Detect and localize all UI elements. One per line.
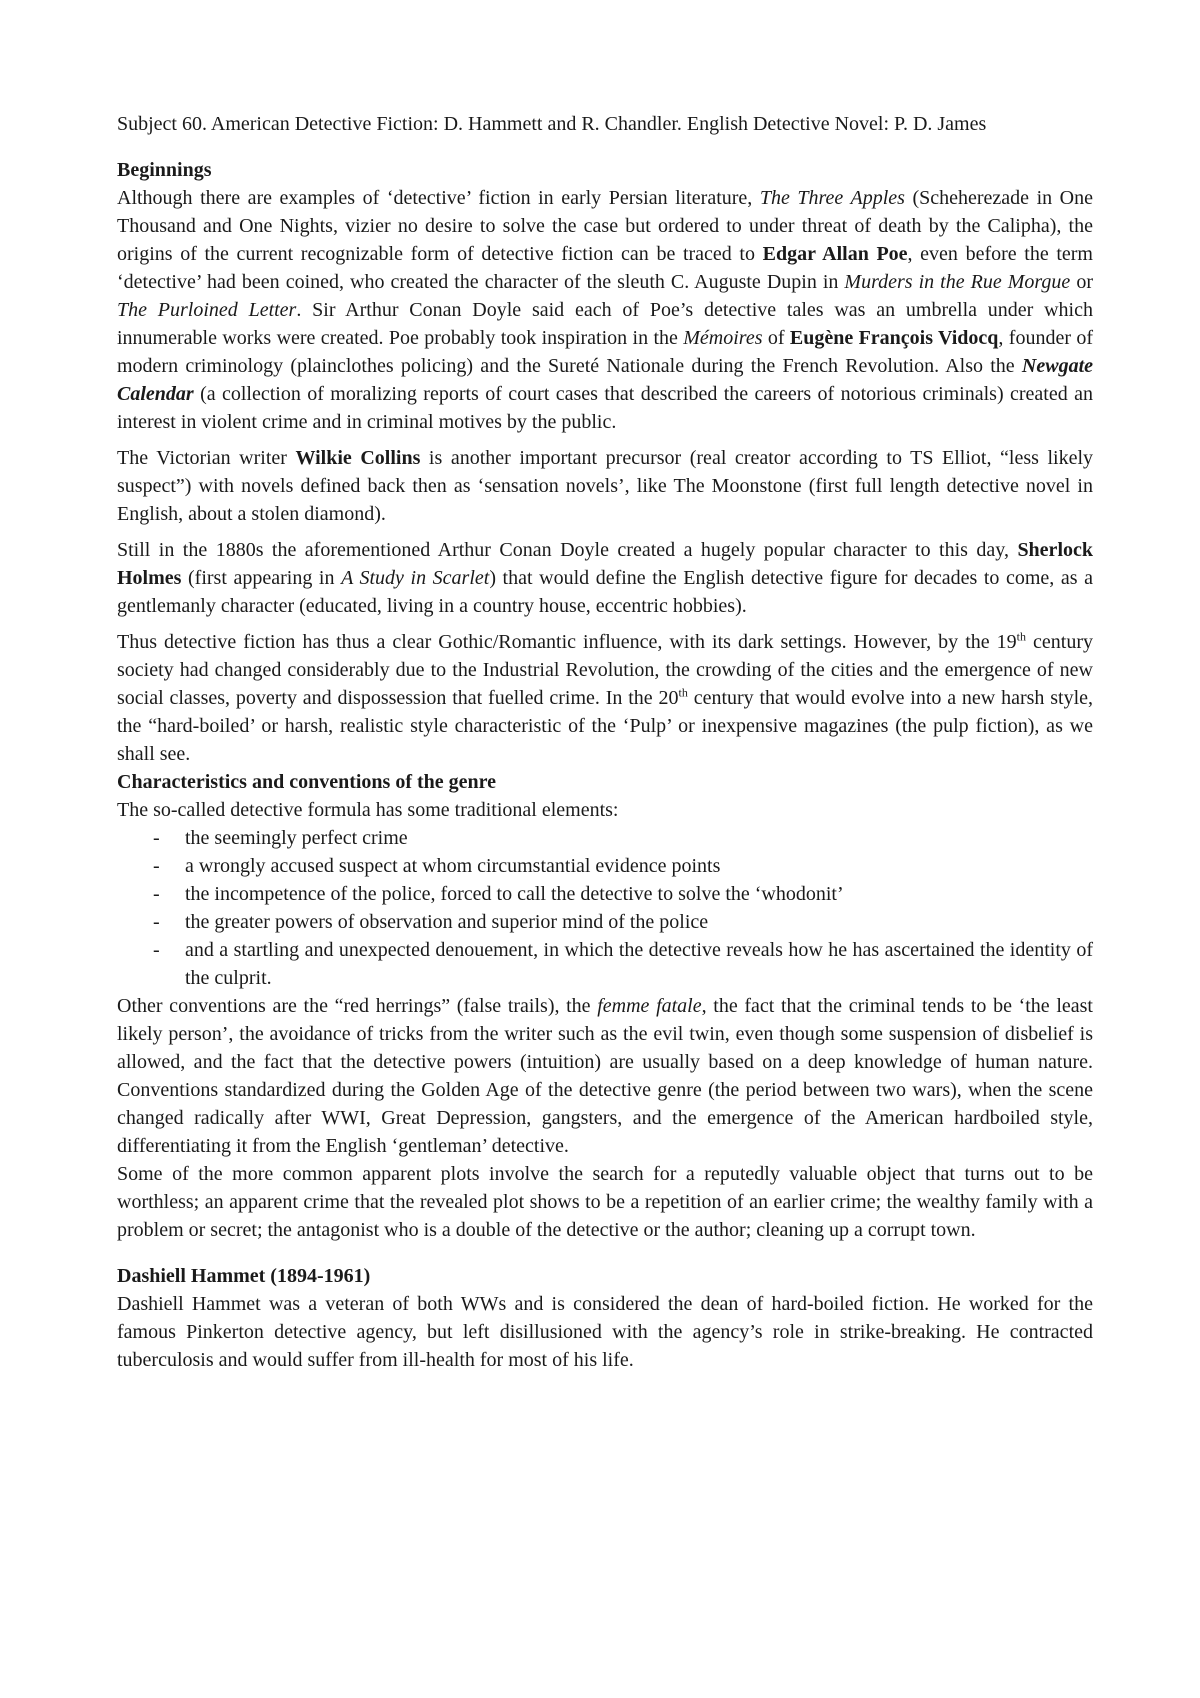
formula-list (117, 824, 1093, 992)
paragraph-origins: Although there are examples of ‘detective’ fiction in early Persian literature, The Three Apples (Scheherezade in One Thousand and One Nights, vizier no desire to solve the case but ordered to under threat of death by the Calipha), the origins of the current recognizable form of detective fiction can be traced to Edgar Allan Poe, even before the term ‘detective’ had been coined, who created the character of the sleuth C. Auguste Dupin in Murders in the Rue Morgue or The Purloined Letter. Sir Arthur Conan Doyle said each of Poe’s detective tales was an umbrella under which innumerable works were created. Poe probably took inspiration in the Mémoires of Eugène François Vidocq, founder of modern criminology (plainclothes policing) and the Sureté Nationale during the French Revolution. Also the Newgate Calendar (a collection of moralizing reports of court cases that described the careers of notorious criminals) created an interest in violent crime and in criminal motives by the public. (117, 187, 1094, 433)
paragraph-sherlock-holmes: Still in the 1880s the aforementioned Arthur Conan Doyle created a hugely popular character to this day, Sherlock Holmes (first appearing in A Study in Scarlet) that would define the English detective figure for decades to come, as a gentlemanly character (educated, living in a country house, eccentric hobbies). (117, 539, 1094, 617)
paragraph-plots: Some of the more common apparent plots involve the search for a reputedly valuable object that turns out to be worthless; an apparent crime that the revealed plot shows to be a repetition of an earlier crime; the wealthy family with a problem or secret; the antagonist who is a double of the detective or the author; cleaning up a corrupt town. (117, 1163, 1093, 1241)
section-heading-beginnings: Beginnings (117, 159, 212, 181)
list-item: - the incompetence of the police, forced to call the detective to solve the ‘whodonit’ (153, 880, 1093, 908)
paragraph-hammett-bio: Dashiell Hammet was a veteran of both WWs and is considered the dean of hard-boiled fiction. He worked for the famous Pinkerton detective agency, but left disillusioned with the agency’s role in strike-breaking. He contracted tuberculosis and would suffer from ill-health for most of his life. (117, 1293, 1093, 1371)
paragraph-gothic-influence: Thus detective fiction has thus a clear Gothic/Romantic influence, with its dark settings. However, by the 19th century society had changed considerably due to the Industrial Revolution, the crowding of the cities and the emergence of new social classes, poverty and dispossession that fuelled crime. In the 20th century that would evolve into a new harsh style, the “hard-boiled’ or harsh, realistic style characteristic of the ‘Pulp’ or inexpensive magazines (the pulp fiction), as we shall see. (117, 629, 1094, 765)
paragraph-conventions: Other conventions are the “red herrings” (false trails), the femme fatale, the fact that the criminal tends to be ‘the least likely person’, the avoidance of tricks from the writer such as the evil twin, even though some suspension of disbelief is allowed, and the fact that the detective powers (intuition) are usually based on a deep knowledge of human nature. Conventions standardized during the Golden Age of the detective genre (the period between two wars), when the scene changed radically after WWI, Great Depression, gangsters, and the emergence of the American hardboiled style, differentiating it from the English ‘gentleman’ detective. (117, 995, 1093, 1157)
list-item: - the seemingly perfect crime (153, 824, 1093, 852)
document-page (117, 110, 1093, 1374)
list-item: - a wrongly accused suspect at whom circumstantial evidence points (153, 852, 1093, 880)
paragraph-formula-intro: The so-called detective formula has some traditional elements: (117, 799, 619, 821)
section-heading-characteristics: Characteristics and conventions of the genre (117, 771, 497, 793)
list-item: - and a startling and unexpected denouement, in which the detective reveals how he has ascertained the identity of the culprit. (153, 936, 1093, 992)
section-heading-hammett: Dashiell Hammet (1894-1961) (117, 1265, 371, 1287)
list-item: - the greater powers of observation and superior mind of the police (153, 908, 1093, 936)
paragraph-wilkie-collins: The Victorian writer Wilkie Collins is another important precursor (real creator according to TS Elliot, “less likely suspect”) with novels defined back then as ‘sensation novels’, like The Moonstone (first full length detective novel in English, about a stolen diamond). (117, 447, 1094, 525)
page-title: Subject 60. American Detective Fiction: D. Hammett and R. Chandler. English Detective Novel: P. D. James (117, 113, 987, 135)
